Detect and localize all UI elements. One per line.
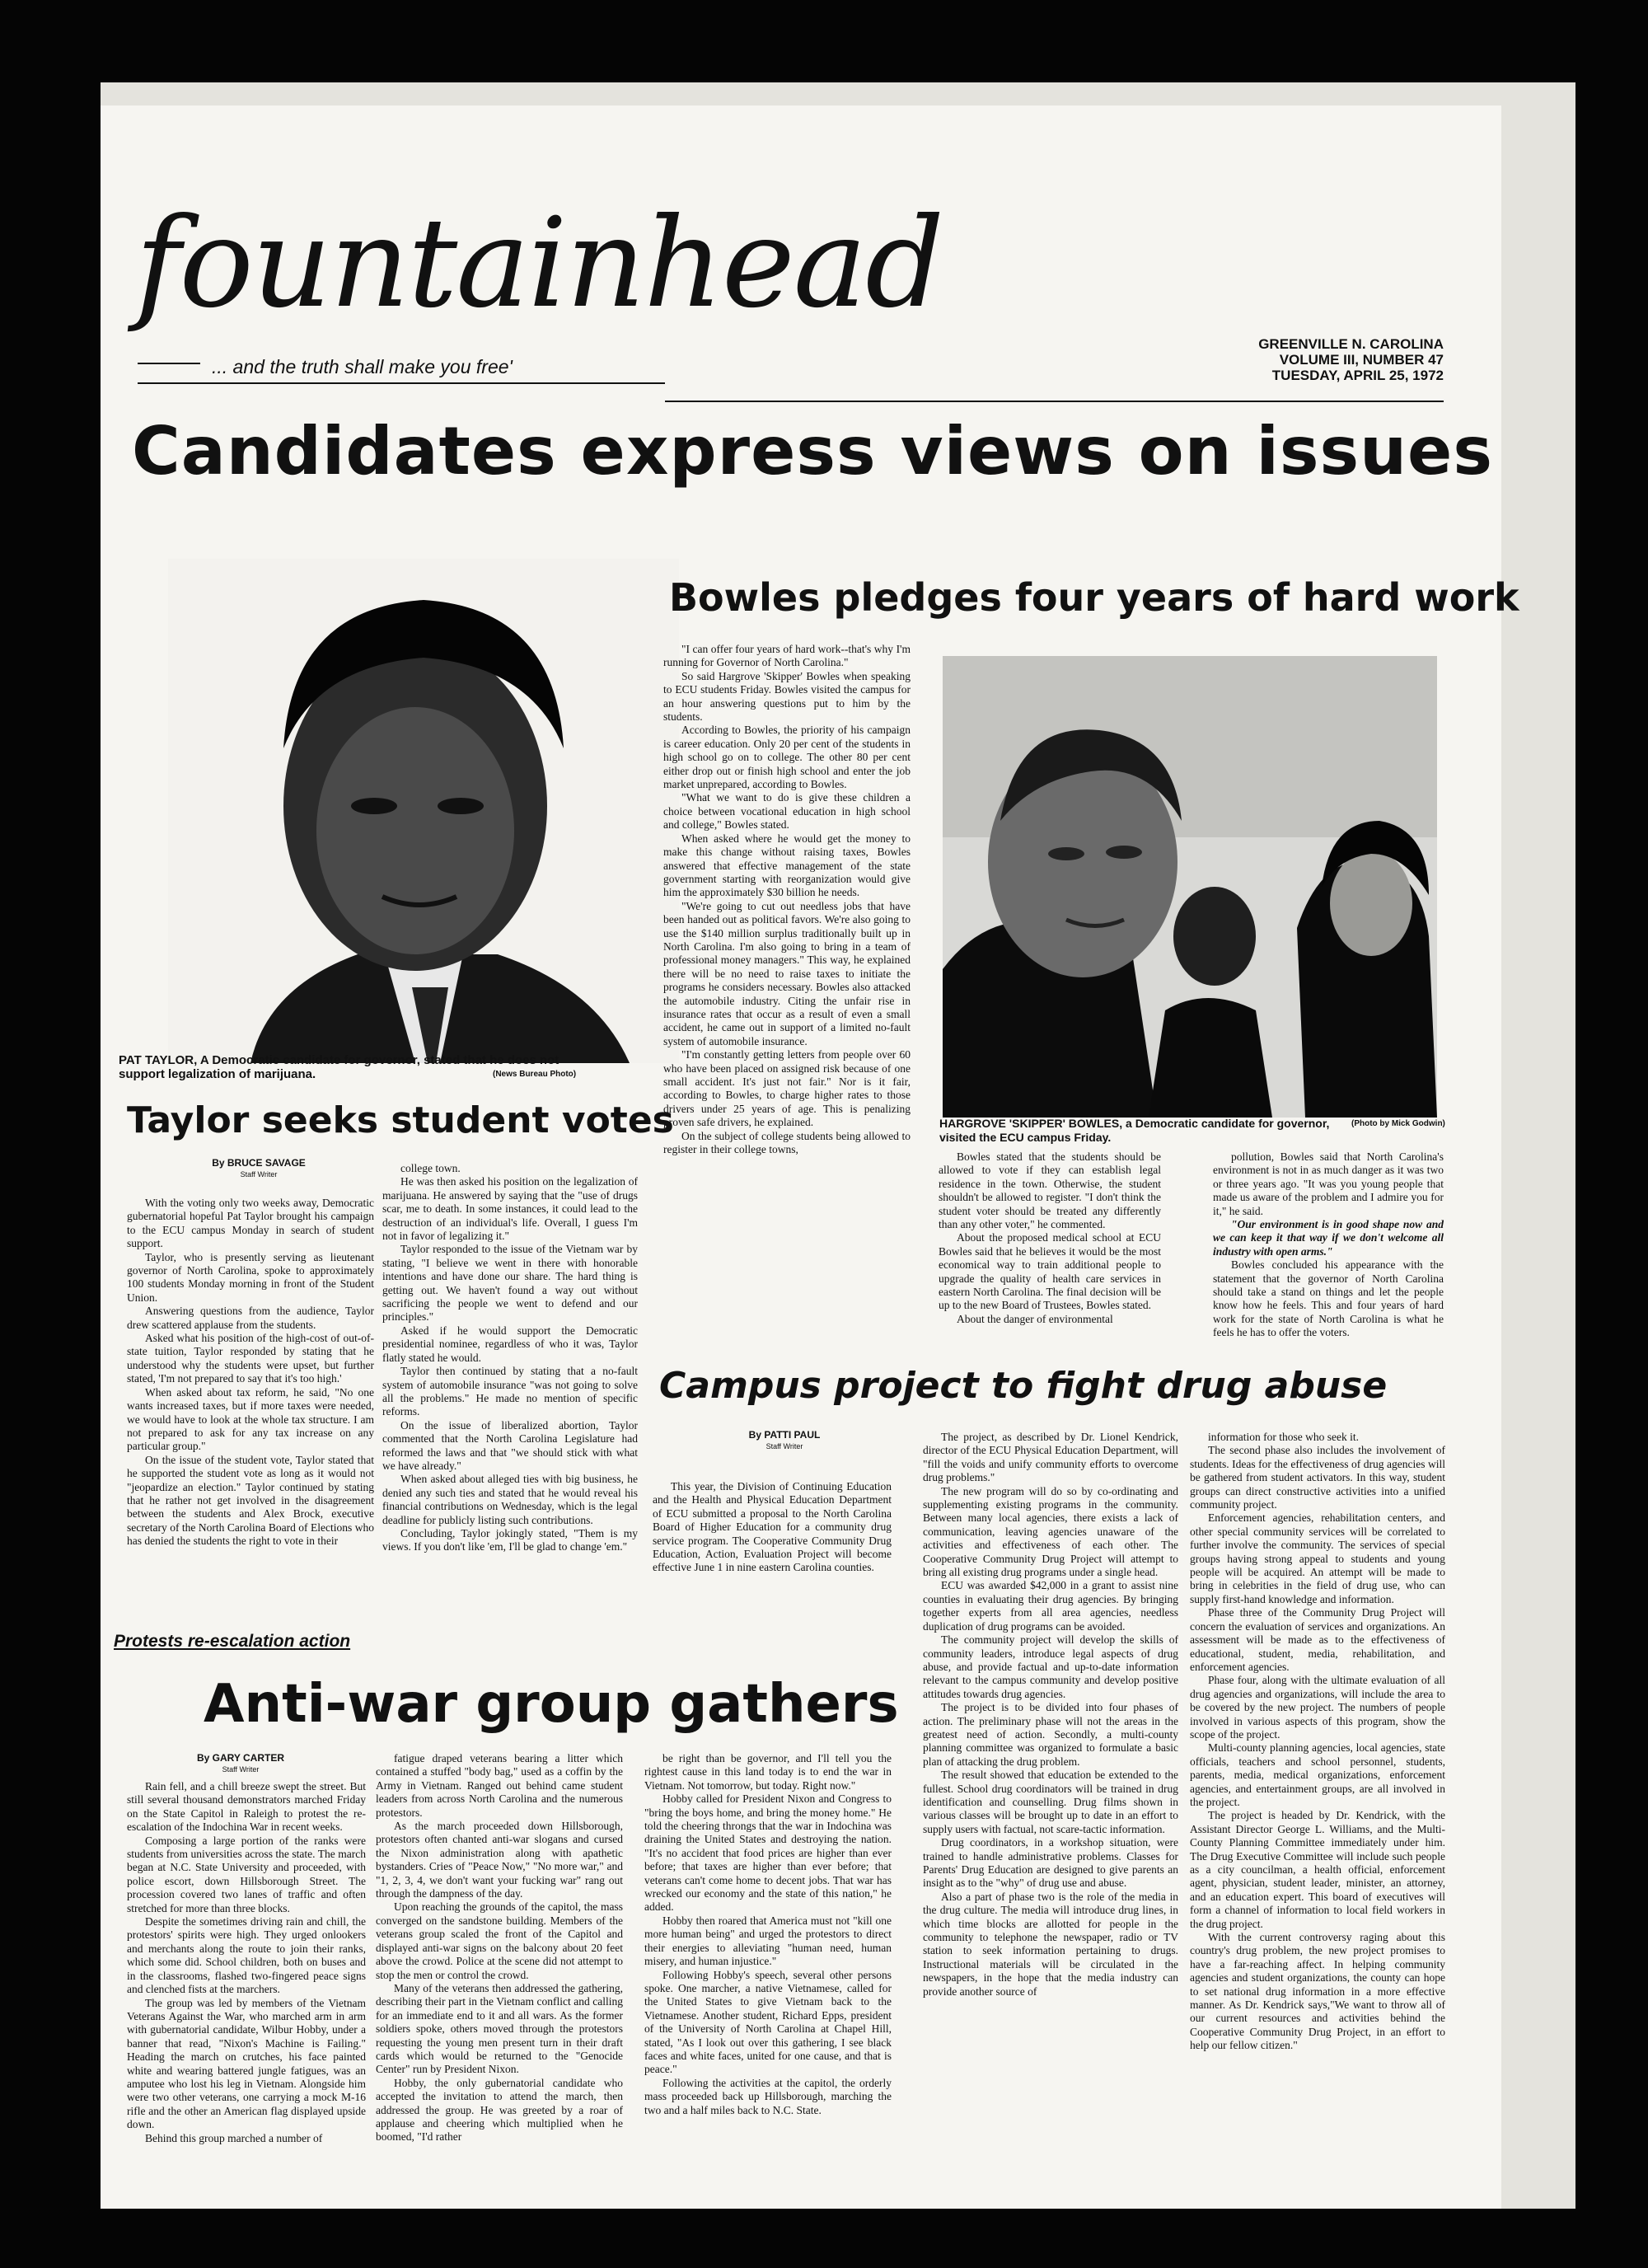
paragraph: Also a part of phase two is the role of the media in the drug culture. The media will introduce drug lines, in which time blocks are allotted for people in the community to telephone the newspaper, radio or TV station to seek information pertaining to drugs. Instructional materials will be circulated in the newspapers, in the hope that the media industry can provide another source of — [923, 1890, 1178, 1998]
antiwar-byline — [150, 1752, 331, 1775]
taylor-photo — [168, 559, 679, 1063]
antiwar-column-3 — [644, 1752, 892, 2200]
paragraph: With the voting only two weeks away, Democratic gubernatorial hopeful Pat Taylor brought his campaign to the ECU campus Monday in search of student support. — [127, 1197, 374, 1250]
paragraph: The project, as described by Dr. Lionel Kendrick, director of the ECU Physical Education Department, will "fill the voids and unify community efforts to overcome drug problems." — [923, 1431, 1178, 1484]
paragraph: Answering questions from the audience, Taylor drew scattered applause from the students. — [127, 1305, 374, 1331]
paragraph: "What we want to do is give these children a choice between vocational education in high school and college," Bowles stated. — [663, 791, 911, 832]
masthead-motto: ... and the truth shall make you free' — [212, 356, 513, 377]
paragraph: When asked where he would get the money to make this change without raising taxes, Bowles answered that effective management of the state government starting with reorganization would give him the approximately $30 billion he needs. — [663, 832, 911, 899]
bowles-headline: Bowles pledges four years of hard work — [669, 575, 1519, 620]
bowles-photo-caption: HARGROVE 'SKIPPER' BOWLES, a Democratic candidate for governor, visited the ECU campus Friday. — [939, 1117, 1330, 1144]
paragraph: "I can offer four years of hard work--that's why I'm running for Governor of North Carolina." — [663, 643, 911, 669]
paragraph: Upon reaching the grounds of the capitol, the mass converged on the sandstone building. Members of the veterans group scaled the front of the Capitol and displayed anti-war signs on the balcony about 20 feet above the crowd. Police at the scene did not attempt to stop the men or control the crowd. — [376, 1900, 623, 1981]
paragraph: Enforcement agencies, rehabilitation centers, and other special community services will be correlated to further involve the community. The services of special groups having strong appeal to students and young people will be acquired. An attempt will be made to bring in celebrities in the field of drug use, who can supply first-hand knowledge and information. — [1190, 1511, 1445, 1605]
paragraph: On the subject of college students being allowed to register in their college towns, — [663, 1129, 911, 1156]
antiwar-kicker: Protests re-escalation action — [114, 1632, 351, 1651]
taylor-photo-credit: (News Bureau Photo) — [493, 1070, 577, 1079]
paragraph: Hobby called for President Nixon and Congress to "bring the boys home, and bring the money home." He told the cheering throngs that the war in Indochina was draining the United States and destroying the nation. "It's no accident that food prices are higher than ever before; that taxes are higher than ever before; that veterans can't come home to decent jobs. That war has wrecked our economy and the state of this nation," he added. — [644, 1792, 892, 1914]
antiwar-byline-name: By GARY CARTER — [196, 1752, 284, 1764]
antiwar-byline-role: Staff Writer — [222, 1765, 260, 1774]
taylor-photo-caption: PAT TAYLOR, A Democratic candidate for governor, stated that he does not support legalization of marijuana. — [119, 1053, 559, 1081]
paragraph: information for those who seek it. — [1208, 1431, 1359, 1443]
paragraph: Many of the veterans then addressed the gathering, describing their part in the Vietnam conflict and calling for an immediate end to it and all wars. As the former soldiers spoke, others moved through the protestors requesting the young men present turn in their draft cards which would be returned to the "Genocide Center" run by President Nixon. — [376, 1981, 623, 2076]
dateline-location: GREENVILLE N. CAROLINA — [1258, 336, 1444, 352]
drug-column-2 — [923, 1431, 1178, 2172]
taylor-column-1 — [127, 1197, 374, 1617]
paragraph: As the march proceeded down Hillsborough, protestors often chanted anti-war slogans and cursed the Nixon administration along with apathetic bystanders. Cries of "Peace Now," "No more war," and "1, 2, 3, 4, we don't want your fucking war" rang out through the dampness of the day. — [376, 1820, 623, 1900]
taylor-column-2 — [382, 1162, 638, 1617]
paragraph: According to Bowles, the priority of his campaign is career education. Only 20 per cent of the students in high school go on to college. The other 80 per cent either drop out or finish high school and enter the job market unprepared, according to Bowles. — [663, 724, 911, 791]
masthead-title: fountainhead — [135, 192, 943, 335]
paragraph: "Our environment is in good shape now and we can keep it that way if we don't welcome all industry with open arms." — [1213, 1218, 1444, 1258]
paragraph: Taylor, who is presently serving as lieutenant governor of North Carolina, spoke to approximately 100 students Monday morning in front of the Student Union. — [127, 1250, 374, 1304]
paragraph: On the issue of liberalized abortion, Taylor commented that the North Carolina Legislature had reformed the laws and that "we should stick with what we have already." — [382, 1418, 638, 1472]
paragraph: Phase three of the Community Drug Project will concern the evaluation of services and organizations. An assessment will be made as to the effectiveness of educational, student, media, rehabilitation, and enforcement agencies. — [1190, 1606, 1445, 1673]
paragraph: On the issue of the student vote, Taylor stated that he supported the student vote as long as it would not "jeopardize an election." Taylor continued by stating that he rather not get involved in the disagreement between the students and Alex Brock, executive secretary of the North Carolina Board of Elections who has denied the students the right to vote in their — [127, 1453, 374, 1548]
motto-rule-left — [138, 363, 200, 364]
paragraph: This year, the Division of Continuing Education and the Health and Physical Education Department of ECU submitted a proposal to the North Carolina Board of Higher Education for a community drug service program. The Cooperative Community Drug Education, Action, Evaluation Project will become effective June 1 in nine eastern Carolina counties. — [653, 1480, 892, 1574]
paragraph: Behind this group marched a number of — [145, 2131, 323, 2144]
paragraph: "I'm constantly getting letters from people over 60 who have been placed on assigned risk because of one small accident. It's just not fair." Nor is it fair, according to Bowles, to charge higher rates to those drivers under 25 years of age. This is penalizing proven safe drivers, he explained. — [663, 1048, 911, 1129]
paragraph: Bowles concluded his appearance with the statement that the governor of North Carolina should take a stand on things and let the people know how he feels. This and four years of hard work for the state of North Carolina is what he feels he has to offer the voters. — [1213, 1258, 1444, 1339]
drug-column-1 — [653, 1480, 892, 1604]
paragraph: Asked what his position of the high-cost of out-of-state tuition, Taylor responded by stating that he understood why the students were upset, but further stated, 'I'm not prepared to say that it's too high.' — [127, 1332, 374, 1385]
paragraph: ECU was awarded $42,000 in a grant to assist nine counties in evaluating their drug agencies. By bringing together experts from all area agencies, needless duplication of drug programs can be avoided. — [923, 1579, 1178, 1633]
paragraph: Taylor then continued by stating that a no-fault system of automobile insurance "was not going to solve all the problems." He made no mention of specific reforms. — [382, 1365, 638, 1418]
paragraph: So said Hargrove 'Skipper' Bowles when speaking to ECU students Friday. Bowles visited the campus for an hour answering questions put to him by the students. — [663, 669, 911, 724]
paragraph: He was then asked his position on the legalization of marijuana. He answered by saying that the "use of drugs scar, me to death. In some instances, it could lead to the destruction of an individual's life. Overall, I guess I'm not in favor of legalizing it." — [382, 1175, 638, 1243]
dateline — [1147, 336, 1444, 383]
underlying-page-edge — [1501, 82, 1575, 2209]
dateline-date: TUESDAY, APRIL 25, 1972 — [1271, 368, 1444, 383]
paragraph: The result showed that education be extended to the fullest. School drug coordinators will be trained in drug identification and counselling. Drug films shown in various classes will be brought up to date in an effort to supply users with factual, not scare-tactic information. — [923, 1769, 1178, 1835]
taylor-headline: Taylor seeks student votes — [127, 1099, 674, 1141]
paragraph: Drug coordinators, in a workshop situation, were trained to handle administrative problems. Classes for Parents' Drug Education are designed to give parents an insight as to the "why" of drug use and abuse. — [923, 1836, 1178, 1890]
paragraph: be right than be governor, and I'll tell you the rightest cause in this land today is to end the war in Vietnam. Not tomorrow, but today. Right now." — [644, 1752, 892, 1792]
taylor-byline-name: By BRUCE SAVAGE — [212, 1157, 306, 1169]
dateline-volume: VOLUME III, NUMBER 47 — [1279, 352, 1444, 368]
paragraph: The project is headed by Dr. Kendrick, with the Assistant Director George L. Williams, and the Multi-County Planning Committee immediately under him. The Drug Executive Committee will include such people as a city councilman, a health official, enforcement agent, physician, student leader, minister, an attorney, and an education expert. This board of executives will form a channel of information to local field workers in the drug project. — [1190, 1809, 1445, 1930]
paragraph: About the danger of environmental — [957, 1312, 1113, 1325]
drug-headline: Campus project to fight drug abuse — [659, 1365, 1388, 1407]
paragraph: Rain fell, and a chill breeze swept the street. But still several thousand demonstrators marched Friday on the State Capitol in Raleigh to protest the re-escalation of the Indochina War in recent weeks. — [127, 1780, 366, 1834]
paragraph: Following Hobby's speech, several other persons spoke. One marcher, a native Vietnamese, called for the United States to give Vietnam back to the Vietnamese. Another student, Richard Epps, president of the University of North Carolina at Chapel Hill, stated, "As I look out over this gathering, I see black faces and white faces, united for one cause, and that is peace." — [644, 1968, 892, 2076]
paragraph: When asked about tax reform, he said, "No one wants increased taxes, but if more taxes were needed, we would have to look at the whole tax structure. I am not prepared to ask for any tax increase on any particular group." — [127, 1385, 374, 1453]
paragraph: Phase four, along with the ultimate evaluation of all drug agencies and organizations, will include the area to be covered by the new project. The numbers of people involved in various aspects of this program, show the scope of the project. — [1190, 1674, 1445, 1741]
paragraph: Despite the sometimes driving rain and chill, the protestors' spirits were high. They urged onlookers and merchants along the route to join their ranks, which some did. School children, both on buses and in the classrooms, flashed two-fingered peace signs and clenched fists at the marchers. — [127, 1915, 366, 1996]
paragraph: The new program will do so by co-ordinating and supplementing existing programs in the community. Between many local agencies, there exists a lack of communication, leaving agencies unaware of the activities and effectiveness of each other. The Cooperative Community Drug Project will attempt to bring all existing drug programs under a single head. — [923, 1484, 1178, 1579]
paragraph: The second phase also includes the involvement of students. Ideas for the effectiveness of drug agencies will be gathered from student activators. In this way, student groups can direct constructive activities into a unified community project. — [1190, 1444, 1445, 1511]
paragraph: Bowles stated that the students should be allowed to vote if they can establish legal residence in the town. Otherwise, the student shouldn't be allowed to register. "I don't think the student voter should be treated any differently than any other voter," he commented. — [939, 1150, 1161, 1231]
paragraph: college town. — [400, 1162, 461, 1174]
antiwar-column-2 — [376, 1752, 623, 2200]
paragraph: About the proposed medical school at ECU Bowles said that he believes it would be the most economical way to train additional people to upgrade the quality of health care services in eastern North Carolina. The final decision will be up to the new Board of Trustees, Bowles stated. — [939, 1231, 1161, 1312]
antiwar-column-1 — [127, 1780, 366, 2200]
paragraph: Composing a large portion of the ranks were students from universities across the state. The march began at N.C. State University and proceeded, with police escort, down Hillsborough Street. The procession covered two lanes of traffic and often stretched for more than three blocks. — [127, 1834, 366, 1914]
bowles-photo — [943, 656, 1437, 1118]
drug-byline — [694, 1429, 875, 1452]
bowles-photo-credit: (Photo by Mick Godwin) — [1351, 1119, 1445, 1128]
masthead-rule-right — [665, 401, 1444, 402]
paragraph: pollution, Bowles said that North Carolina's environment is not in as much danger as it was two or three years ago. "It was you young people that made us aware of the problem and I admire you for it," he said. — [1213, 1150, 1444, 1217]
paragraph: The group was led by members of the Vietnam Veterans Against the War, who marched arm in arm with gubernatorial candidate, Wilbur Hobby, under a banner that read, "Nixon's Machine is Failing." Heading the march on crutches, his face painted white and wearing battered jungle fatigues, was an amputee who lost his leg in Vietnam. Alongside him were two other veterans, one carrying a mock M-16 rifle and the other an American flag displayed upside down. — [127, 1996, 366, 2131]
paragraph: Hobby, the only gubernatorial candidate who accepted the invitation to attend the march, then addressed the group. He was greeted by a roar of applause and cheering which multiplied when he boomed, "I'd rather — [376, 2076, 623, 2144]
bowles-column-2 — [939, 1150, 1161, 1345]
paragraph: When asked about alleged ties with big business, he denied any such ties and stated that he would reveal his financial contributions on Wednesday, which is the legal deadline for publicly listing such contributions. — [382, 1473, 638, 1526]
paragraph: Concluding, Taylor jokingly stated, "Them is my views. If you don't like 'em, I'll be glad to change 'em." — [382, 1526, 638, 1553]
drug-column-3 — [1190, 1431, 1445, 2172]
masthead-rule-left — [138, 382, 665, 384]
drug-byline-role: Staff Writer — [765, 1442, 803, 1450]
bowles-column-3 — [1213, 1150, 1444, 1345]
paragraph: With the current controversy raging about this country's drug problem, the new project promises to have a far-reaching affect. In helping community agencies and student organizations, the county can hope to set national drug information in a more effective manner. As Dr. Kendrick says,"We want to throw all of our current resources and activities behind the Cooperative Community Drug Project, in an effort to help our fellow citizen." — [1190, 1931, 1445, 2052]
antiwar-headline: Anti-war group gathers — [204, 1674, 899, 1735]
bowles-column-1 — [663, 643, 911, 1352]
paragraph: "We're going to cut out needless jobs that have been handed out as political favors. We're also going to use the $140 million surplus traditionally built up in North Carolina. I'm also going to bring in a team of professional money managers." This way, he explained there will be no need to raise taxes to initiate the programs he considers necessary. Bowles also attacked the automobile industry. Citing the unfair rise in insurance rates that occur as a result of even a small accident, he came out in support of a limited no-fault system of automobile insurance. — [663, 899, 911, 1047]
paragraph: Taylor responded to the issue of the Vietnam war by stating, "I believe we went in there with honorable intentions and have done our share. The hard thing is getting out. We haven't found a way out without sacrificing the people we went to defend and our principles." — [382, 1243, 638, 1324]
paragraph: The project is to be divided into four phases of action. The preliminary phase will not the areas in the greatest need of action. Secondly, a multi-county planning committee was organized to formulate a basic plan of attacking the drug problem. — [923, 1701, 1178, 1768]
taylor-byline-role: Staff Writer — [240, 1170, 278, 1179]
main-headline: Candidates express views on issues — [132, 413, 1493, 490]
paragraph: fatigue draped veterans bearing a litter which contained a stuffed "body bag," used as a coffin by the Army in Vietnam. Ranged out behind came student leaders from across North Carolina and the numerous protestors. — [376, 1752, 623, 1819]
paragraph: Asked if he would support the Democratic presidential nominee, regardless of who it was, Taylor flatly stated he would. — [382, 1324, 638, 1364]
paragraph: Following the activities at the capitol, the orderly mass proceeded back up Hillsborough, marching the two and a half miles back to N.C. State. — [644, 2076, 892, 2116]
top-page-edge — [101, 82, 1575, 105]
paragraph: Multi-county planning agencies, local agencies, state officials, teachers and school personnel, students, parents, media, medical organizations, enforcement agencies, and entertainment groups, are all involved in the project. — [1190, 1741, 1445, 1808]
paragraph: Hobby then roared that America must not "kill one more human being" and urged the protestors to direct their energies to alleviating "human need, human misery, and human injustice." — [644, 1914, 892, 1968]
newspaper-page — [101, 82, 1575, 2209]
drug-byline-name: By PATTI PAUL — [748, 1429, 821, 1441]
paragraph: The community project will develop the skills of community leaders, introduce legal aspects of drug abuse, and provide factual and up-to-date information relevant to the campus community and develop positive attitudes towards drug agencies. — [923, 1633, 1178, 1700]
taylor-byline — [168, 1157, 349, 1180]
